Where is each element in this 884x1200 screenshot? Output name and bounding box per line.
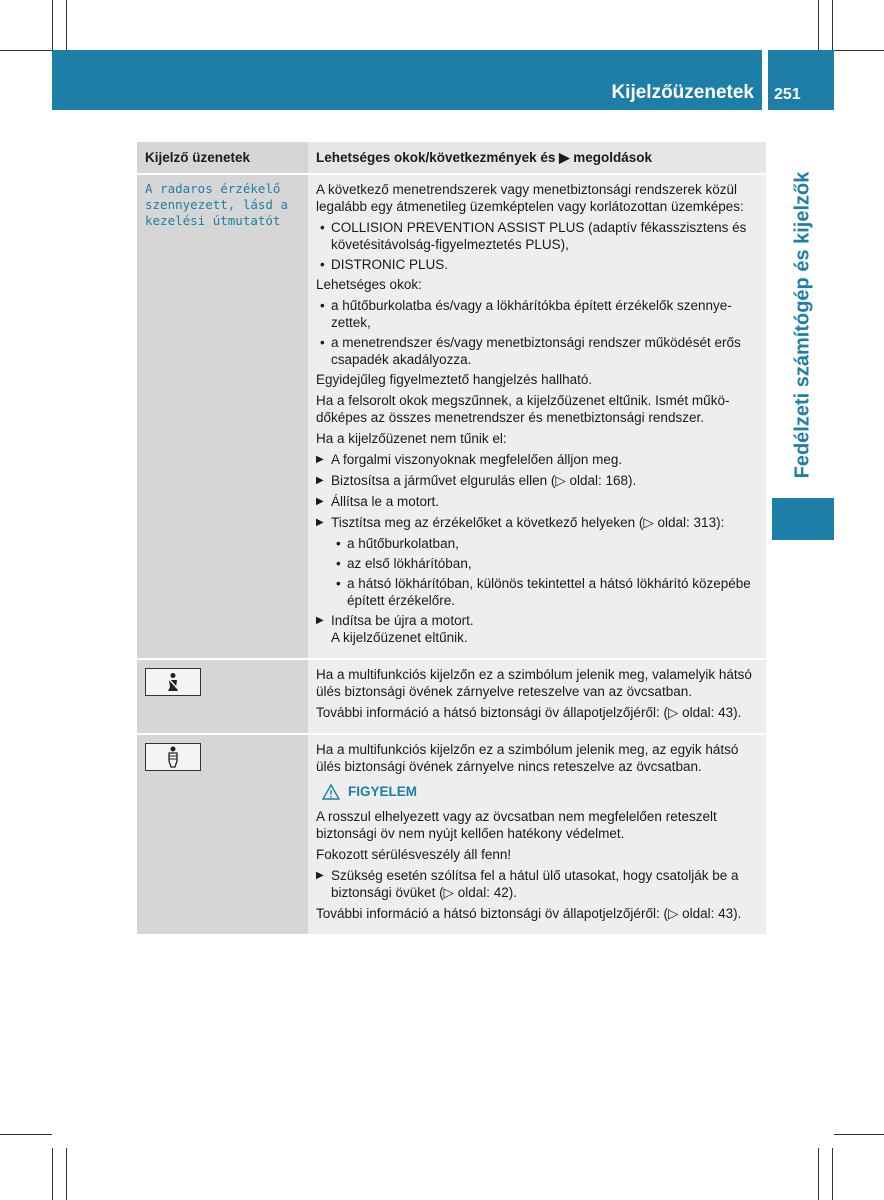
table-row [137,734,766,934]
message-cell [137,174,308,659]
seat-belt-fastened-icon [145,668,201,696]
table-header-row [137,142,766,174]
table-row [137,174,766,659]
chapter-tab [772,498,834,540]
crop-mark [66,1148,67,1200]
crop-mark [0,1134,52,1135]
list-item: • DISTRONIC PLUS. [316,256,758,273]
page-number: 251 [774,86,801,103]
more-info-text: További információ a hátsó biztonsági öv állapotjelzőjéről: (▷ oldal: 43). [316,705,742,720]
list-item: • a menetrendszer és/vagy menetbiztonsági rendszer működését erős csapadék akadályozza. [316,334,758,368]
seat-belt-unfastened-icon [145,743,201,771]
crop-mark [832,0,833,50]
header-bar [52,50,762,110]
warning-heading [322,783,758,800]
crop-mark [0,50,52,51]
display-messages-table [137,142,766,934]
risk-text: Fokozott sérülésveszély áll fenn! [316,847,512,862]
crop-mark [52,0,53,50]
list-item: • a hűtőburkolatba és/vagy a lökhárítókba épített érzékelők szennyezettek, [316,297,758,331]
list-item: • a hűtőburkolatban, [316,535,758,552]
action-step: ▶ Szükség esetén szólítsa fel a hátul ülő utasokat, hogy csatolják be a biztonsági övüket (▷ oldal: 42). [316,867,758,901]
warning-triangle-icon [322,784,340,800]
list-item: • az első lökhárítóban, [316,555,758,572]
chapter-side-title: Fedélzeti számítógép és kijelzők [791,171,814,479]
radar-sensor-message: A radaros érzékelő szennyezett, lásd a kezelési útmutatót [145,181,288,228]
crop-mark [818,1148,819,1200]
table-row [137,659,766,734]
crop-mark [834,1134,884,1135]
description-text: Ha a multifunkciós kijelzőn ez a szimbólum jelenik meg, az egyik hátsó ülés biztonsági övének zárnyelve nincs reteszelve az övcsatban. [316,742,739,774]
warning-tone-text: Egyidejűleg figyelmeztető hangjelzés hallható. [316,372,593,387]
description-cell [308,659,766,734]
description-cell [308,734,766,934]
description-text: Ha a multifunkciós kijelzőn ez a szimbólum jelenik meg, valamelyik hátsó ülés biztonsági övének zárnyelve reteszelve van az övcsatban. [316,667,752,699]
description-cell [308,174,766,659]
more-info-text: További információ a hátsó biztonsági öv állapotjelzőjéről: (▷ oldal: 43). [316,906,742,921]
crop-mark [66,0,67,50]
intro-text: A következő menetrendszerek vagy menetbiztonsági rendszerek közül legalább egy átmenetileg üzemképtelen vagy korlátozottan üzemképes: [316,182,744,214]
list-item: • a hátsó lökhárítóban, különös tekintettel a hátsó lökhárító közepébe épített érzékelőre. [316,575,758,609]
column-header-messages: Kijelző üzenetek [137,142,308,174]
result-text: A kijelzőüzenet eltűnik. [331,630,468,645]
action-step: ▶ A forgalmi viszonyoknak megfelelően álljon meg. [316,451,758,468]
crop-mark [834,50,884,51]
message-cell [137,734,308,934]
crop-mark [832,1148,833,1200]
crop-mark [818,0,819,50]
action-step: ▶ Tisztítsa meg az érzékelőket a következő helyeken (▷ oldal: 313): [316,514,758,531]
page-number-box [768,50,834,110]
warning-label: FIGYELEM [348,784,418,799]
causes-label: Lehetséges okok: [316,277,422,292]
page-title: Kijelzőüzenetek [611,82,754,103]
resolved-text: Ha a felsorolt okok megszűnnek, a kijelzőüzenet eltűnik. Ismét működőképes az összes menetrendszer és menetbiztonsági rendszer. [316,393,730,425]
crop-mark [52,1148,53,1200]
warning-text: A rosszul elhelyezett vagy az övcsatban nem megfelelően reteszelt biztonsági öv nem nyújt kellően hatékony védelmet. [316,809,717,841]
action-step: ▶ Biztosítsa a járművet elgurulás ellen (▷ oldal: 168). [316,472,758,489]
action-step: ▶ Állítsa le a motort. [316,493,758,510]
column-header-causes: Lehetséges okok/következmények és ▶ megoldások [308,142,766,174]
action-step: ▶ Indítsa be újra a motort. [316,612,758,629]
message-cell [137,659,308,734]
if-not-text: Ha a kijelzőüzenet nem tűnik el: [316,431,507,446]
list-item: • COLLISION PREVENTION ASSIST PLUS (adaptív fékasszisztens és követésitávolság-figyelmeztetés PLUS), [316,219,758,253]
